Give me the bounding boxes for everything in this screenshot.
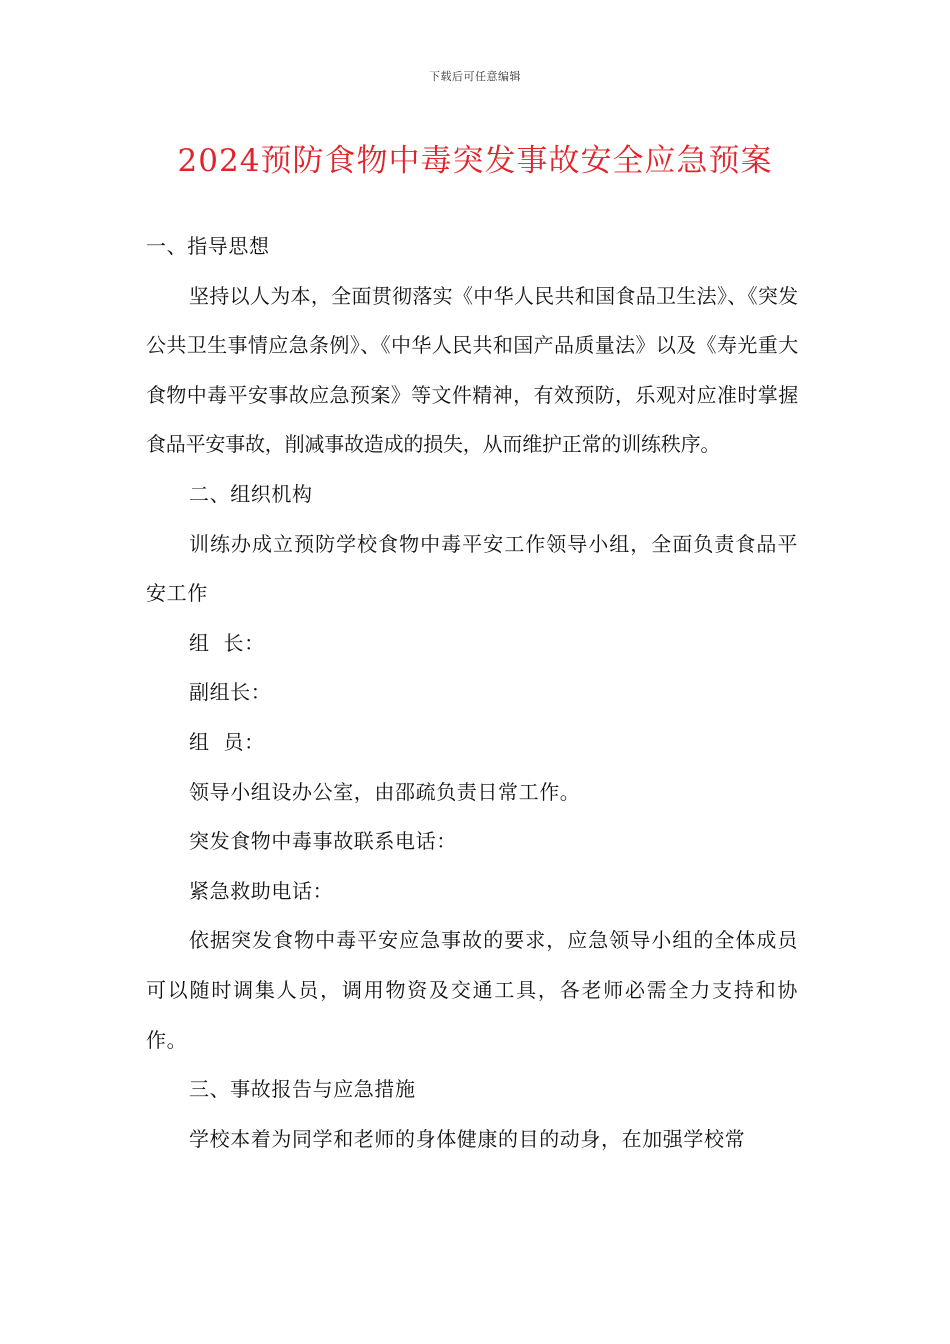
section-heading-guiding-thought: 一、指导思想 <box>146 234 270 258</box>
paragraph-report-measures: 学校本着为同学和老师的身体健康的目的动身，在加强学校常 <box>189 1126 746 1151</box>
header-note: 下载后可任意编辑 <box>429 70 521 83</box>
section-heading-organization: 二、组织机构 <box>189 481 313 506</box>
emergency-phone-line: 紧急救助电话： <box>189 878 334 903</box>
paragraph-mobilization: 依据突发食物中毒平安应急事故的要求，应急领导小组的全体成员可以随时调集人员，调用物资及交通工具，各老师必需全力支持和协作。 <box>146 928 798 1052</box>
paragraph-organization: 训练办成立预防学校食物中毒平安工作领导小组，全面负责食品平安工作 <box>146 531 798 606</box>
leader-line: 组 长： <box>189 630 265 655</box>
document-title: 2024预防食物中毒突发事故安全应急预案 <box>177 143 773 179</box>
section-heading-report-measures: 三、事故报告与应急措施 <box>189 1077 416 1102</box>
members-line: 组 员： <box>189 729 265 754</box>
incident-phone-line: 突发食物中毒事故联系电话： <box>189 829 457 854</box>
deputy-leader-line: 副组长： <box>189 680 272 705</box>
document-body <box>146 222 798 1164</box>
paragraph-guiding-thought: 坚持以人为本，全面贯彻落实《中华人民共和国食品卫生法》、《突发公共卫生事情应急条例》、《中华人民共和国产品质量法》以及《寿光重大食物中毒平安事故应急预案》等文件精神，有效预防，乐观对应准时掌握食品平安事故，削减事故造成的损失，从而维护正常的训练秩序。 <box>146 283 798 457</box>
office-line: 领导小组设办公室，由邵疏负责日常工作。 <box>189 779 581 804</box>
